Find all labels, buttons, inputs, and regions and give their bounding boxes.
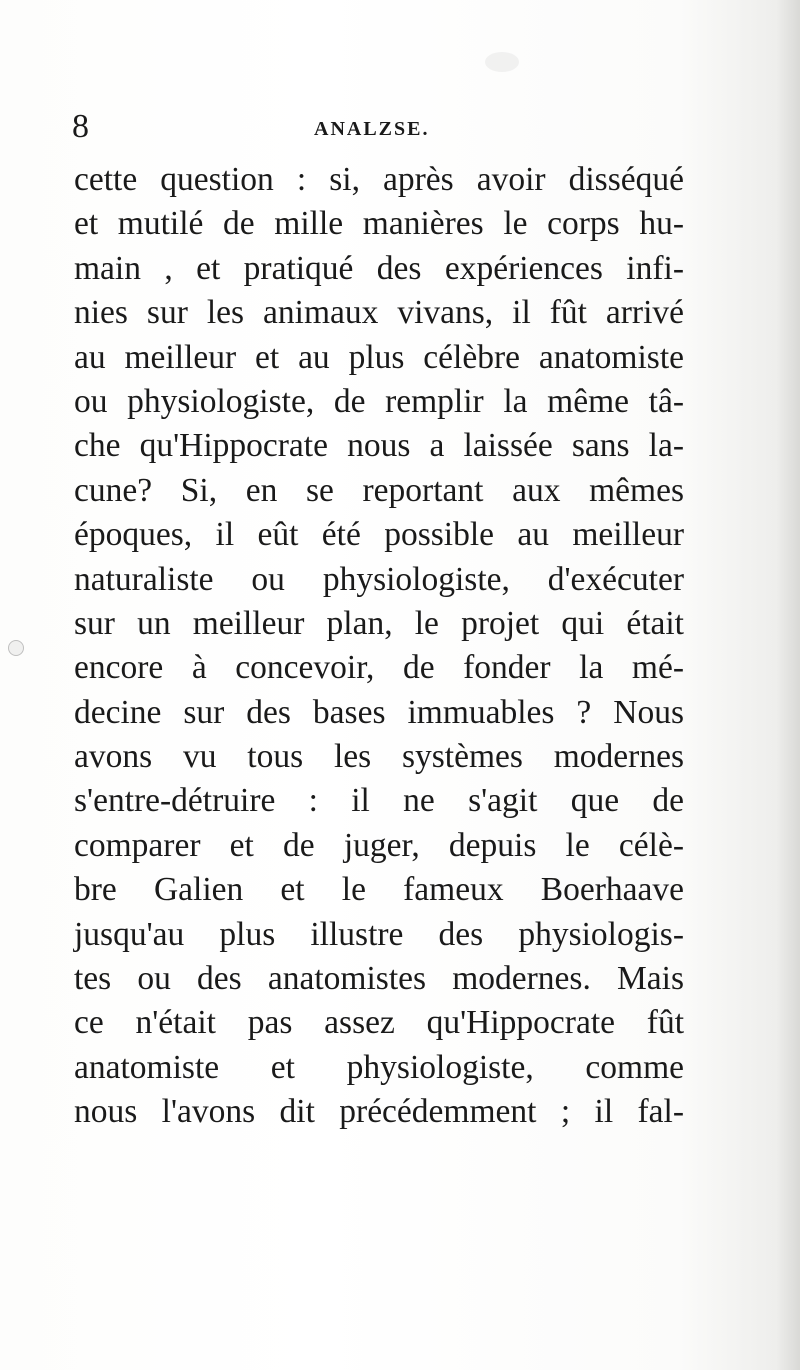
text-line: sur un meilleur plan, le projet qui était [74, 604, 684, 642]
page-number: 8 [72, 108, 89, 145]
text-line: ou physiologiste, de remplir la même tâ- [74, 382, 684, 420]
text-line: ce n'était pas assez qu'Hippocrate fût [74, 1004, 684, 1042]
text-line: comparer et de juger, depuis le célè- [74, 826, 684, 864]
text-line: tes ou des anatomistes modernes. Mais [74, 960, 684, 998]
paper-stain [485, 52, 519, 72]
body-text [74, 158, 684, 1135]
page-header [72, 107, 692, 151]
text-line: et mutilé de mille manières le corps hu- [74, 205, 684, 243]
text-line: main , et pratiqué des expériences infi- [74, 249, 684, 287]
running-head: ANALZSE. [314, 118, 430, 140]
text-line: che qu'Hippocrate nous a laissée sans la- [74, 427, 684, 465]
text-line: decine sur des bases immuables ? Nous [74, 693, 684, 731]
text-line: nous l'avons dit précédemment ; il fal- [74, 1093, 684, 1131]
text-line: anatomiste et physiologiste, comme [74, 1048, 684, 1086]
text-line: jusqu'au plus illustre des physiologis- [74, 915, 684, 953]
text-line: naturaliste ou physiologiste, d'exécuter [74, 560, 684, 598]
text-line: s'entre-détruire : il ne s'agit que de [74, 782, 684, 820]
text-line: au meilleur et au plus célèbre anatomiste [74, 338, 684, 376]
text-line: avons vu tous les systèmes modernes [74, 738, 684, 776]
text-line: époques, il eût été possible au meilleur [74, 516, 684, 554]
paper-blemish [8, 640, 24, 656]
text-line: nies sur les animaux vivans, il fût arrivé [74, 294, 684, 332]
text-line: cune? Si, en se reportant aux mêmes [74, 471, 684, 509]
text-line: encore à concevoir, de fonder la mé- [74, 649, 684, 687]
text-line: bre Galien et le fameux Boerhaave [74, 871, 684, 909]
text-line: cette question : si, après avoir disséqué [74, 161, 684, 198]
